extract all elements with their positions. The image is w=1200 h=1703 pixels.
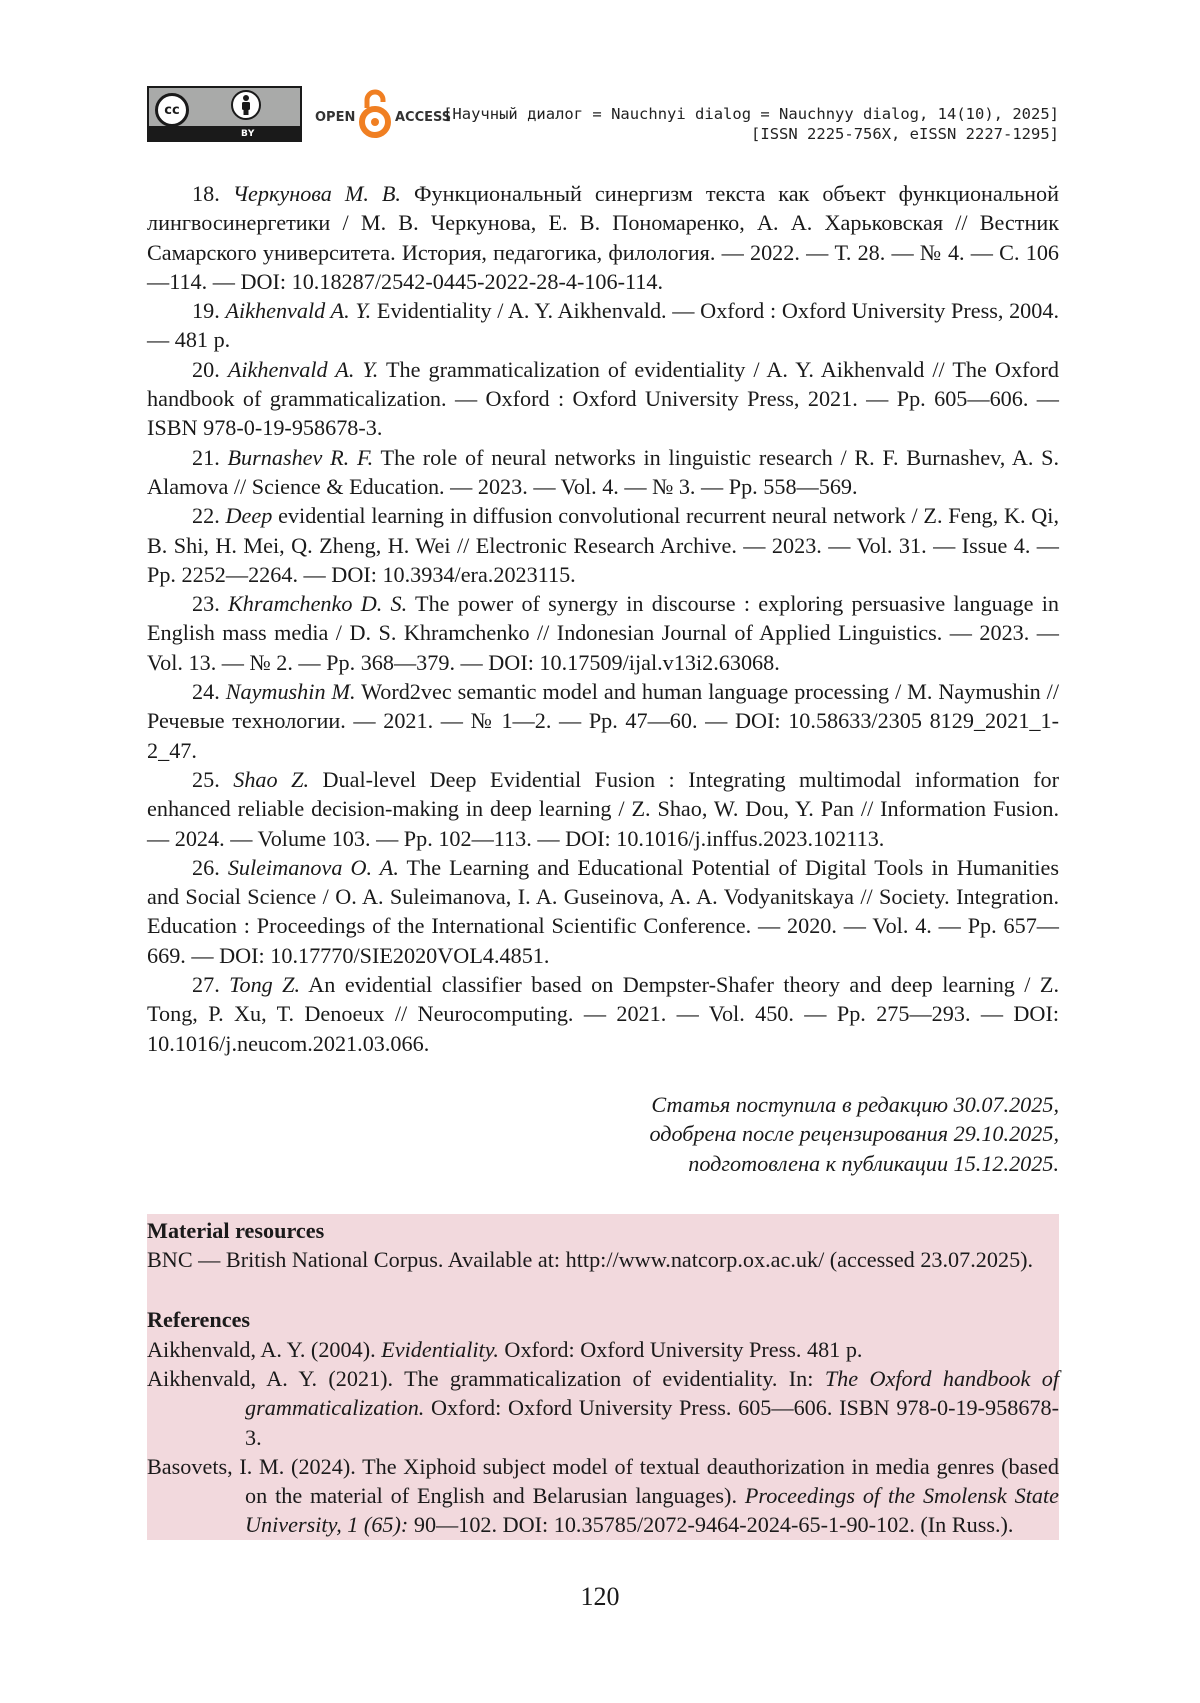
material-resources-title: Material resources bbox=[147, 1214, 1059, 1245]
reference-item bbox=[147, 179, 1059, 296]
reference-en-text: Oxford: Oxford University Press. 605—606. ISBN 978-0-19-958678-3. bbox=[245, 1395, 1059, 1450]
journal-issn-line: [ISSN 2225-756X, eISSN 2227-1295] bbox=[751, 125, 1059, 143]
open-access-lock-icon bbox=[357, 88, 393, 140]
reference-author: Khramchenko D. S. bbox=[227, 591, 408, 617]
page bbox=[147, 84, 1059, 1540]
reference-item bbox=[147, 501, 1059, 589]
reference-text: Dual-level Deep Evidential Fusion : Integrating multimodal information for enhanced reliable decision-making in deep learning / Z. Shao, W. Dou, Y. Pan // Information Fusion. — 2024. — Volume 103. — Pp. 102—113. — DOI: 10.1016/j.inffus.2023.102113. bbox=[147, 766, 1059, 851]
open-access-right-word: ACCESS bbox=[395, 110, 452, 125]
reference-item bbox=[147, 853, 1059, 970]
reference-en-text: Basovets, I. M. (2024). The Xiphoid subject model of textual deauthorization in media genres (based on the material of English and Belarusian languages). bbox=[147, 1453, 1059, 1509]
page-number: 120 bbox=[580, 1582, 620, 1611]
section-gap bbox=[147, 1274, 1059, 1303]
reference-en-source: The Oxford handbook of grammaticalization. bbox=[245, 1365, 1059, 1421]
badge-bar bbox=[149, 126, 300, 140]
reference-en-text: Oxford: Oxford University Press. 481 p. bbox=[498, 1336, 863, 1362]
reference-text: The grammaticalization of evidentiality / A. Y. Aikhenvald // The Oxford handbook of grammaticalization. — Oxford : Oxford University Press, 2021. — Pp. 605—606. — ISBN 978-0-19-958678-3. bbox=[147, 356, 1060, 441]
reference-item bbox=[147, 589, 1059, 677]
license-label: BY bbox=[241, 129, 255, 139]
reference-en-source: Proceedings of the Smolensk State University, 1 (65): bbox=[245, 1483, 1060, 1538]
attribution-person-icon bbox=[231, 90, 261, 120]
reference-item bbox=[147, 443, 1059, 502]
reference-number: 27. bbox=[192, 972, 220, 998]
reference-author: Deep bbox=[225, 503, 273, 529]
material-resources-section bbox=[147, 1214, 1059, 1540]
reference-text: evidential learning in diffusion convolutional recurrent neural network / Z. Feng, K. Qi, B. Shi, H. Mei, Q. Zheng, H. Wei // Electronic Research Archive. — 2023. — Vol. 31. — Issue 4. — Pp. 2252—2264. — DOI: 10.3934/era.2023115. bbox=[147, 503, 1060, 587]
cc-icon: cc bbox=[155, 93, 189, 127]
date-prepared: подготовлена к публикации 15.12.2025. bbox=[688, 1150, 1059, 1176]
reference-text: An evidential classifier based on Dempster-Shafer theory and deep learning / Z. Tong, P. Xu, T. Denoeux // Neurocomputing. — 2021. — Vol. 450. — Pp. 275—293. — DOI: 10.1016/j.neucom.2021.03.066. bbox=[147, 972, 1059, 1056]
material-resource-entry: BNC — British National Corpus. Available at: http://www.natcorp.ox.ac.uk/ (accessed 23.07.2025). bbox=[147, 1245, 1059, 1274]
reference-en-text: 90—102. DOI: 10.35785/2072-9464-2024-65-1-90-102. (In Russ.). bbox=[408, 1512, 1014, 1538]
reference-en-item bbox=[147, 1364, 1059, 1452]
reference-author: Aikhenvald A. Y. bbox=[227, 356, 379, 382]
reference-author: Naymushin M. bbox=[225, 679, 356, 705]
reference-number: 26. bbox=[192, 854, 220, 880]
reference-author: Suleimanova O. A. bbox=[227, 854, 399, 880]
reference-item bbox=[147, 970, 1059, 1058]
reference-number: 20. bbox=[192, 356, 220, 382]
reference-list bbox=[147, 179, 1059, 1058]
reference-text: The Learning and Educational Potential of Digital Tools in Humanities and Social Science / O. A. Suleimanova, I. A. Guseinova, A. A. Vodyanitskaya // Society. Integration. Education : Proceedings of the International Scientific Conference. — 2020. — Vol. 4. — Pp. 657—669. — DOI: 10.17770/SIE2020VOL4.4851. bbox=[147, 854, 1059, 968]
article-dates bbox=[147, 1090, 1059, 1178]
reference-item bbox=[147, 765, 1059, 853]
reference-number: 22. bbox=[192, 503, 220, 529]
cc-by-license-badge[interactable] bbox=[147, 86, 302, 142]
page-header bbox=[147, 84, 1059, 144]
reference-number: 24. bbox=[192, 679, 220, 705]
reference-author: Tong Z. bbox=[229, 972, 301, 998]
reference-text: Word2vec semantic model and human language processing / M. Naymushin // Речевые технологии. — 2021. — № 1—2. — Pp. 47—60. — DOI: 10.58633/2305 8129_2021_1-2_47. bbox=[147, 679, 1059, 763]
open-access-left-word: OPEN bbox=[315, 110, 356, 125]
reference-en-item bbox=[147, 1335, 1059, 1364]
reference-author: Burnashev R. F. bbox=[227, 444, 374, 470]
reference-item bbox=[147, 355, 1059, 443]
reference-author: Shao Z. bbox=[233, 766, 309, 792]
reference-item bbox=[147, 296, 1059, 355]
references-en-list bbox=[147, 1335, 1059, 1540]
reference-en-text: Aikhenvald, A. Y. (2004). bbox=[147, 1336, 382, 1362]
reference-text: Функциональный синергизм текста как объект функциональной лингвосинергетики / М. В. Черкунова, Е. В. Пономаренко, А. А. Харьковская // Вестник Самарского университета. История, педагогика, филология. — 2022. — Т. 28. — № 4. — С. 106—114. — DOI: 10.18287/2542-0445-2022-28-4-106-114. bbox=[147, 181, 1060, 294]
reference-en-text: Aikhenvald, A. Y. (2021). The grammaticalization of evidentiality. In: bbox=[147, 1365, 825, 1391]
reference-number: 23. bbox=[192, 591, 220, 617]
reference-en-item bbox=[147, 1452, 1059, 1540]
date-approved: одобрена после рецензирования 29.10.2025, bbox=[649, 1121, 1059, 1147]
date-received: Статья поступила в редакцию 30.07.2025, bbox=[651, 1091, 1059, 1117]
reference-number: 19. bbox=[192, 298, 220, 324]
reference-item bbox=[147, 677, 1059, 765]
journal-title-line: [Научный диалог = Nauchnyi dialog = Nauchnyy dialog, 14(10), 2025] bbox=[443, 105, 1059, 123]
reference-number: 21. bbox=[192, 444, 220, 470]
reference-en-source: Evidentiality. bbox=[381, 1336, 499, 1362]
reference-author: Aikhenvald A. Y. bbox=[225, 298, 372, 324]
reference-text: Evidentiality / A. Y. Aikhenvald. — Oxford : Oxford University Press, 2004. — 481 p. bbox=[147, 298, 1060, 353]
reference-author: Черкунова М. В. bbox=[232, 181, 401, 206]
reference-number: 18. bbox=[192, 181, 220, 206]
journal-info bbox=[443, 104, 1059, 144]
reference-text: The power of synergy in discourse : exploring persuasive language in English mass media / D. S. Khramchenko // Indonesian Journal of Applied Linguistics. — 2023. — Vol. 13. — № 2. — Pp. 368—379. — DOI: 10.17509/ijal.v13i2.63068. bbox=[147, 591, 1059, 675]
reference-text: The role of neural networks in linguistic research / R. F. Burnashev, A. S. Alamova // Science & Education. — 2023. — Vol. 4. — № 3. — Pp. 558—569. bbox=[147, 444, 1060, 499]
references-title: References bbox=[147, 1303, 1059, 1334]
reference-number: 25. bbox=[192, 766, 220, 792]
